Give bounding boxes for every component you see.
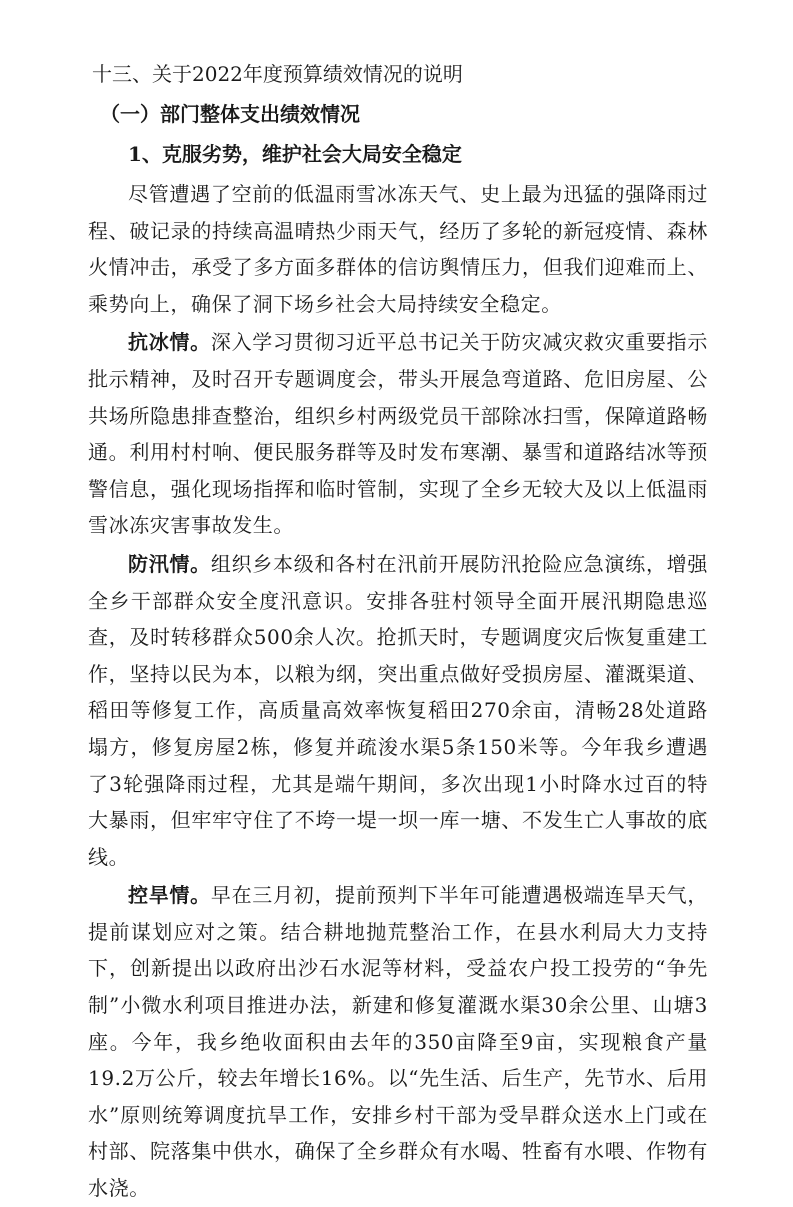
paragraph-flood-control xyxy=(88,546,708,875)
paragraph-body: 深入学习贯彻习近平总书记关于防灾减灾救灾重要指示批示精神，及时召开专题调度会，带头开展急弯道路、危旧房屋、公共场所隐患排查整治，组织乡村两级党员干部除冰扫雪，保障道路畅通。利用村村响、便民服务群等及时发布寒潮、暴雪和道路结冰等预警信息，强化现场指挥和临时管制，实现了全乡无较大及以上低温雨雪冰冻灾害事故发生。 xyxy=(88,330,708,538)
paragraph-drought-control xyxy=(88,877,708,1206)
item-title: 1、克服劣势，维护社会大局安全稳定 xyxy=(128,142,462,166)
paragraph-lead: 控旱情。 xyxy=(128,883,211,908)
document-page xyxy=(88,54,708,1207)
paragraph-anti-ice xyxy=(88,324,708,544)
section-title: 十三、关于2022年度预算绩效情况的说明 xyxy=(92,62,463,86)
subsection-title: （一）部门整体支出绩效情况 xyxy=(100,102,360,126)
paragraph-lead: 防汛情。 xyxy=(128,551,211,576)
paragraph-body: 早在三月初，提前预判下半年可能遭遇极端连旱天气，提前谋划应对之策。结合耕地抛荒整治工作，在县水利局大力支持下，创新提出以政府出沙石水泥等材料，受益农户投工投劳的“争先制”小微水利项目推进办法，新建和修复灌溉水渠30余公里、山塘3座。今年，我乡绝收面积由去年的350亩降至9亩，实现粮食产量19.2万公斤，较去年增长16%。以“先生活、后生产，先节水、后用水”原则统筹调度抗旱工作，安排乡村干部为受旱群众送水上门或在村部、院落集中供水，确保了全乡群众有水喝、牲畜有水喂、作物有水浇。 xyxy=(88,883,708,1201)
paragraph-lead: 抗冰情。 xyxy=(128,330,211,355)
paragraph-body: 组织乡本级和各村在汛前开展防汛抢险应急演练，增强全乡干部群众安全度汛意识。安排各驻村领导全面开展汛期隐患巡查，及时转移群众500余人次。抢抓天时，专题调度灾后恢复重建工作，坚持以民为本，以粮为纲，突出重点做好受损房屋、灌溉渠道、稻田等修复工作，高质量高效率恢复稻田270余亩，清畅28处道路塌方，修复房屋2栋，修复并疏浚水渠5条150米等。今年我乡遭遇了3轮强降雨过程，尤其是端午期间，多次出现1小时降水过百的特大暴雨，但牢牢守住了不垮一堤一坝一库一塘、不发生亡人事故的底线。 xyxy=(88,551,708,869)
intro-paragraph: 尽管遭遇了空前的低温雨雪冰冻天气、史上最为迅猛的强降雨过程、破记录的持续高温晴热少雨天气，经历了多轮的新冠疫情、森林火情冲击，承受了多方面多群体的信访舆情压力，但我们迎难而上、乘势向上，确保了洞下场乡社会大局持续安全稳定。 xyxy=(88,182,708,316)
